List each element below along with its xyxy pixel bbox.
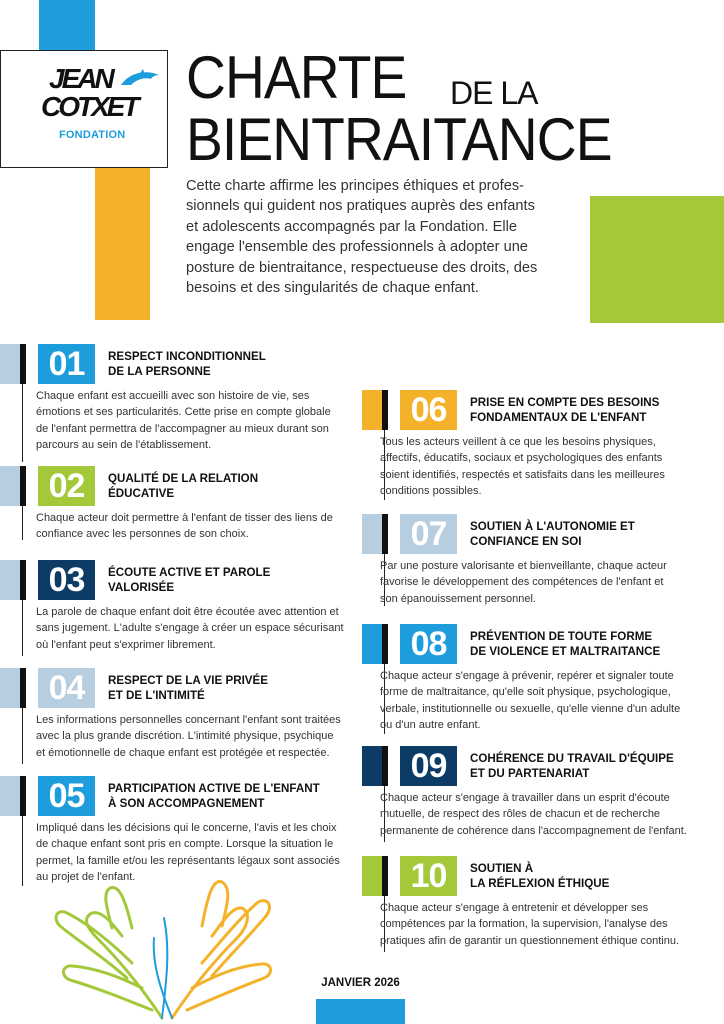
- section-number: 02: [38, 466, 95, 506]
- section-body: [36, 604, 356, 653]
- intro-paragraph: [186, 176, 586, 298]
- title-bientraitance: BIENTRAITANCE: [186, 106, 612, 173]
- section-body-line: de chaque enfant sont pris en compte. Lorsque la situation le: [36, 838, 334, 851]
- section-title: [108, 472, 348, 501]
- section-body: [380, 790, 700, 839]
- section-body-line: Tous les acteurs veillent à ce que les besoins physiques,: [380, 436, 656, 448]
- section-body-line: Chaque enfant est accueilli avec son histoire de vie, ses: [36, 390, 310, 402]
- orange-block: [95, 165, 150, 320]
- section-body-line: pratiques afin de garantir un questionnement éthique continu.: [380, 934, 680, 947]
- section-number: 01: [38, 344, 95, 384]
- section-bar-black: [20, 668, 26, 708]
- section-body-line: où l'enfant peut s'exprimer librement.: [36, 638, 216, 651]
- intro-line: posture de bientraitance, respectueuse des droits, des: [186, 259, 538, 276]
- section-title-line1: QUALITÉ DE LA RELATION: [108, 472, 259, 485]
- section-body-line: forme de maltraitance, qu'elle soit physique, psychologique,: [380, 686, 671, 699]
- hands-illustration: [42, 868, 282, 1024]
- section-bar: [0, 560, 20, 600]
- section-title-line2: CONFIANCE EN SOI: [470, 534, 582, 548]
- section-title-line1: RESPECT INCONDITIONNEL: [108, 350, 266, 363]
- section-bar-black: [20, 560, 26, 600]
- section-body-line: Impliqué dans les décisions qui le concerne, l'avis et les choix: [36, 822, 337, 834]
- section-body: [380, 668, 700, 733]
- section-title: [108, 350, 348, 379]
- section-title-line1: SOUTIEN À L'AUTONOMIE ET: [470, 520, 635, 533]
- section-body-line: émotions et ses particularités. Cette prise en compte globale: [36, 406, 331, 419]
- section-bar-black: [20, 776, 26, 816]
- section-body-line: permet, la famille et/ou les représentants légaux sont associés: [36, 854, 340, 867]
- section-body-line: Chaque acteur s'engage à entretenir et développer ses: [380, 902, 649, 914]
- section-title-line1: ÉCOUTE ACTIVE ET PAROLE: [108, 566, 271, 579]
- section-body-line: Chaque acteur s'engage à travailler dans un esprit d'écoute: [380, 792, 670, 804]
- section-title: [108, 674, 348, 703]
- section-body: [380, 434, 700, 499]
- section-bar-black: [20, 466, 26, 506]
- blue-top-block: [39, 0, 95, 52]
- section-line: [22, 816, 23, 886]
- intro-line: engage l'ensemble des professionnels à adopter une: [186, 239, 528, 256]
- section-bar-black: [382, 624, 388, 664]
- section-line: [22, 600, 23, 656]
- section-title: [470, 396, 710, 425]
- section-title-line2: ÉDUCATIVE: [108, 486, 175, 500]
- section-number: 05: [38, 776, 95, 816]
- section-body: [380, 558, 700, 607]
- section-body-line: confiance avec les personnes de son choix.: [36, 528, 249, 541]
- section-number: 04: [38, 668, 95, 708]
- intro-line: besoins et des singularités de chaque enfant.: [186, 280, 479, 297]
- section-title-line1: SOUTIEN À: [470, 862, 534, 875]
- section-body-line: parcours au sein de l'établissement.: [36, 438, 212, 451]
- section-body-line: et émotionnelle de chaque enfant est protégée et respectée.: [36, 746, 330, 759]
- section-body-line: soient identifiés, respectés et satisfaits dans les meilleures: [380, 468, 665, 481]
- section-body: [36, 712, 356, 761]
- section-line: [22, 708, 23, 764]
- section-body-line: Par une posture valorisante et bienveillante, chaque acteur: [380, 560, 667, 572]
- section-body-line: compétences par la formation, la supervision, l'analyse des: [380, 918, 668, 931]
- section-body-line: Chaque acteur s'engage à prévenir, repérer et signaler toute: [380, 670, 674, 682]
- section-title-line2: ET DU PARTENARIAT: [470, 766, 590, 780]
- logo-fondation: FONDATION: [59, 129, 126, 141]
- section-number: 09: [400, 746, 457, 786]
- section-body-line: conditions possibles.: [380, 484, 482, 497]
- section-body-line: mutuelle, de respect des rôles de chacun et de recherche: [380, 808, 661, 821]
- section-title: [470, 752, 710, 781]
- section-title: [470, 862, 710, 891]
- section-title-line2: LA RÉFLEXION ÉTHIQUE: [470, 876, 610, 890]
- section-title: [470, 520, 710, 549]
- section-title: [108, 566, 348, 595]
- dolphin-icon: [119, 67, 165, 91]
- section-body-line: affectifs, éducatifs, sociaux et psychologiques des enfants: [380, 452, 663, 465]
- section-body: [36, 510, 356, 543]
- section-bar: [362, 514, 382, 554]
- section-bar: [362, 746, 382, 786]
- section-bar-black: [382, 514, 388, 554]
- logo-line1: JEAN: [49, 63, 112, 94]
- section-bar: [362, 390, 382, 430]
- section-bar: [0, 668, 20, 708]
- footer-date: JANVIER 2026: [321, 977, 400, 989]
- section-title-line1: PRISE EN COMPTE DES BESOINS: [470, 396, 660, 409]
- section-body-line: favorise le développement des compétences de l'enfant et: [380, 576, 664, 589]
- section-body-line: de l'enfant permettra de l'accompagner au mieux durant son: [36, 422, 329, 435]
- section-body-line: sans jugement. L'adulte s'engage à créer un espace sécurisant: [36, 622, 344, 635]
- section-body-line: avec la plus grande discrétion. L'intimité physique, psychique: [36, 730, 334, 743]
- section-body-line: verbale, institutionnelle ou sexuelle, qu'elle vienne d'un adulte: [380, 702, 681, 715]
- section-number: 06: [400, 390, 457, 430]
- section-title: [108, 782, 348, 811]
- section-line: [22, 506, 23, 540]
- section-number: 10: [400, 856, 457, 896]
- section-title-line1: COHÉRENCE DU TRAVAIL D'ÉQUIPE: [470, 752, 674, 765]
- section-body: [380, 900, 700, 949]
- section-line: [22, 384, 23, 462]
- section-number: 08: [400, 624, 457, 664]
- section-title-line2: DE LA PERSONNE: [108, 364, 211, 378]
- section-body-line: Chaque acteur doit permettre à l'enfant de tisser des liens de: [36, 512, 333, 524]
- section-body-line: permanente de cohérence dans l'accompagnement de l'enfant.: [380, 824, 687, 837]
- section-title-line1: PARTICIPATION ACTIVE DE L'ENFANT: [108, 782, 320, 795]
- section-title-line1: RESPECT DE LA VIE PRIVÉE: [108, 674, 268, 687]
- intro-line: et adolescents accompagnés par la Fondation. Elle: [186, 218, 517, 235]
- title-charte: CHARTE: [186, 44, 407, 111]
- section-bar-black: [382, 746, 388, 786]
- blue-bottom-block: [316, 999, 405, 1024]
- section-body-line: ou d'un autre enfant.: [380, 718, 481, 731]
- section-body-line: La parole de chaque enfant doit être écoutée avec attention et: [36, 606, 339, 618]
- green-block: [590, 196, 724, 323]
- section-body-line: au projet de l'enfant.: [36, 870, 136, 883]
- section-bar: [0, 344, 20, 384]
- section-title-line1: PRÉVENTION DE TOUTE FORME: [470, 630, 653, 643]
- section-number: 03: [38, 560, 95, 600]
- section-title-line2: FONDAMENTAUX DE L'ENFANT: [470, 410, 647, 424]
- section-body-line: son épanouissement personnel.: [380, 592, 536, 605]
- section-bar: [0, 776, 20, 816]
- section-bar: [362, 624, 382, 664]
- section-bar-black: [20, 344, 26, 384]
- section-title: [470, 630, 710, 659]
- intro-line: sionnels qui guident nos pratiques auprès des enfants: [186, 198, 535, 215]
- section-bar-black: [382, 390, 388, 430]
- section-title-line2: VALORISÉE: [108, 580, 175, 594]
- section-title-line2: DE VIOLENCE ET MALTRAITANCE: [470, 644, 661, 658]
- section-bar-black: [382, 856, 388, 896]
- intro-line: Cette charte affirme les principes éthiques et profes-: [186, 178, 524, 194]
- section-body: [36, 388, 356, 453]
- logo-box: [0, 50, 168, 168]
- section-body-line: Les informations personnelles concernant l'enfant sont traitées: [36, 714, 341, 726]
- section-number: 07: [400, 514, 457, 554]
- title-de-la: DE LA: [450, 75, 538, 111]
- section-bar: [0, 466, 20, 506]
- logo-line2: COTXET: [41, 91, 137, 122]
- section-bar: [362, 856, 382, 896]
- section-title-line2: ET DE L'INTIMITÉ: [108, 688, 205, 702]
- section-title-line2: À SON ACCOMPAGNEMENT: [108, 796, 265, 810]
